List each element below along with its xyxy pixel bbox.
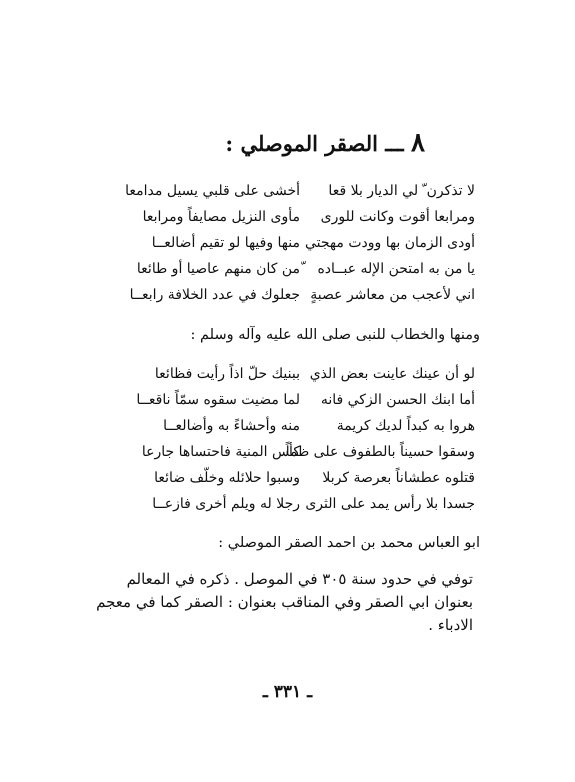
poem1-verse	[0, 261, 575, 287]
verse-first-hemistich: لا تذكرن ّ لي الديار بلا قعا	[328, 183, 475, 199]
verse-second-hemistich: مأوى النزيل مصايفاً ومرابعا	[142, 209, 300, 225]
verse-first-hemistich: ومرابعا أقوت وكانت للورى	[320, 209, 475, 225]
poem1-verse	[0, 287, 575, 313]
poem1-verse	[0, 183, 575, 209]
verse-second-hemistich: جعلوك في عدد الخلافة رابعــا	[129, 287, 300, 303]
poem2-verse	[0, 470, 575, 496]
verse-second-hemistich: أخشى على قلبي يسيل مدامعا	[125, 183, 300, 199]
poem1-verse	[0, 209, 575, 235]
verse-first-hemistich: أودى الزمان بها وودت مهجتي	[304, 235, 475, 251]
section-dash: ـــ	[385, 131, 404, 156]
verse-first-hemistich: يا من به امتحن الإله عبــاده	[317, 261, 475, 277]
biography-paragraph: توفي في حدود سنة ٣٠٥ في الموصل . ذكره في المعالم بعنوان ابي الصقر وفي المناقب بعنوان : الصقر كما في معجم الادباء .	[96, 570, 473, 634]
verse-second-hemistich: كأس المنية فاحتساها جارعا	[141, 444, 300, 460]
verse-second-hemistich: ّمن كان منهم عاصيا أو طائعا	[136, 261, 300, 277]
page-number: ـ ٣٣١ ـ	[262, 682, 313, 702]
verse-first-hemistich: قتلوه عطشاناً بعرصة كربلا	[322, 470, 475, 486]
poem2-verse	[0, 418, 575, 444]
verse-second-hemistich: وسبوا حلائله وخلّف ضائعا	[154, 470, 300, 486]
biography-heading: ابو العباس محمد بن احمد الصقر الموصلي :	[218, 535, 480, 551]
verse-second-hemistich: منها وفيها لو تقيم أضالعــا	[151, 235, 300, 251]
poem2-verse	[0, 392, 575, 418]
verse-first-hemistich: اني لأعجب من معاشر عصبةٍ	[310, 287, 475, 303]
verse-second-hemistich: منه وأحشاءً به وأضالعــا	[163, 418, 300, 434]
poem2-verse	[0, 496, 575, 522]
verse-first-hemistich: أما ابنك الحسن الزكي فانه	[320, 392, 475, 408]
verse-second-hemistich: لما مضيت سقوه سمّاً ناقعــا	[136, 392, 300, 408]
verse-first-hemistich: لو أن عينك عاينت بعض الذي	[309, 366, 475, 382]
verse-first-hemistich: جسدا بلا رأس يمد على الثرى	[305, 496, 475, 512]
section-title: الصقر الموصلي :	[225, 131, 378, 156]
verse-second-hemistich: ببنيك حلّ اذاً رأيت فظائعا	[154, 366, 300, 382]
poem1-verse	[0, 235, 575, 261]
poem2-intro: ومنها والخطاب للنبى صلى الله عليه وآله وسلم :	[190, 327, 480, 343]
poem2-verse	[0, 444, 575, 470]
verse-second-hemistich: رجلا له ويلم أخرى فازعــا	[152, 496, 300, 512]
section-heading	[225, 128, 425, 158]
section-number: ٨	[411, 128, 425, 158]
poem2-verse	[0, 366, 575, 392]
verse-first-hemistich: هروا به كبداً لديك كريمة	[336, 418, 475, 434]
verse-first-hemistich: وسقوا حسيناً بالطفوف على ظماً	[285, 444, 475, 460]
